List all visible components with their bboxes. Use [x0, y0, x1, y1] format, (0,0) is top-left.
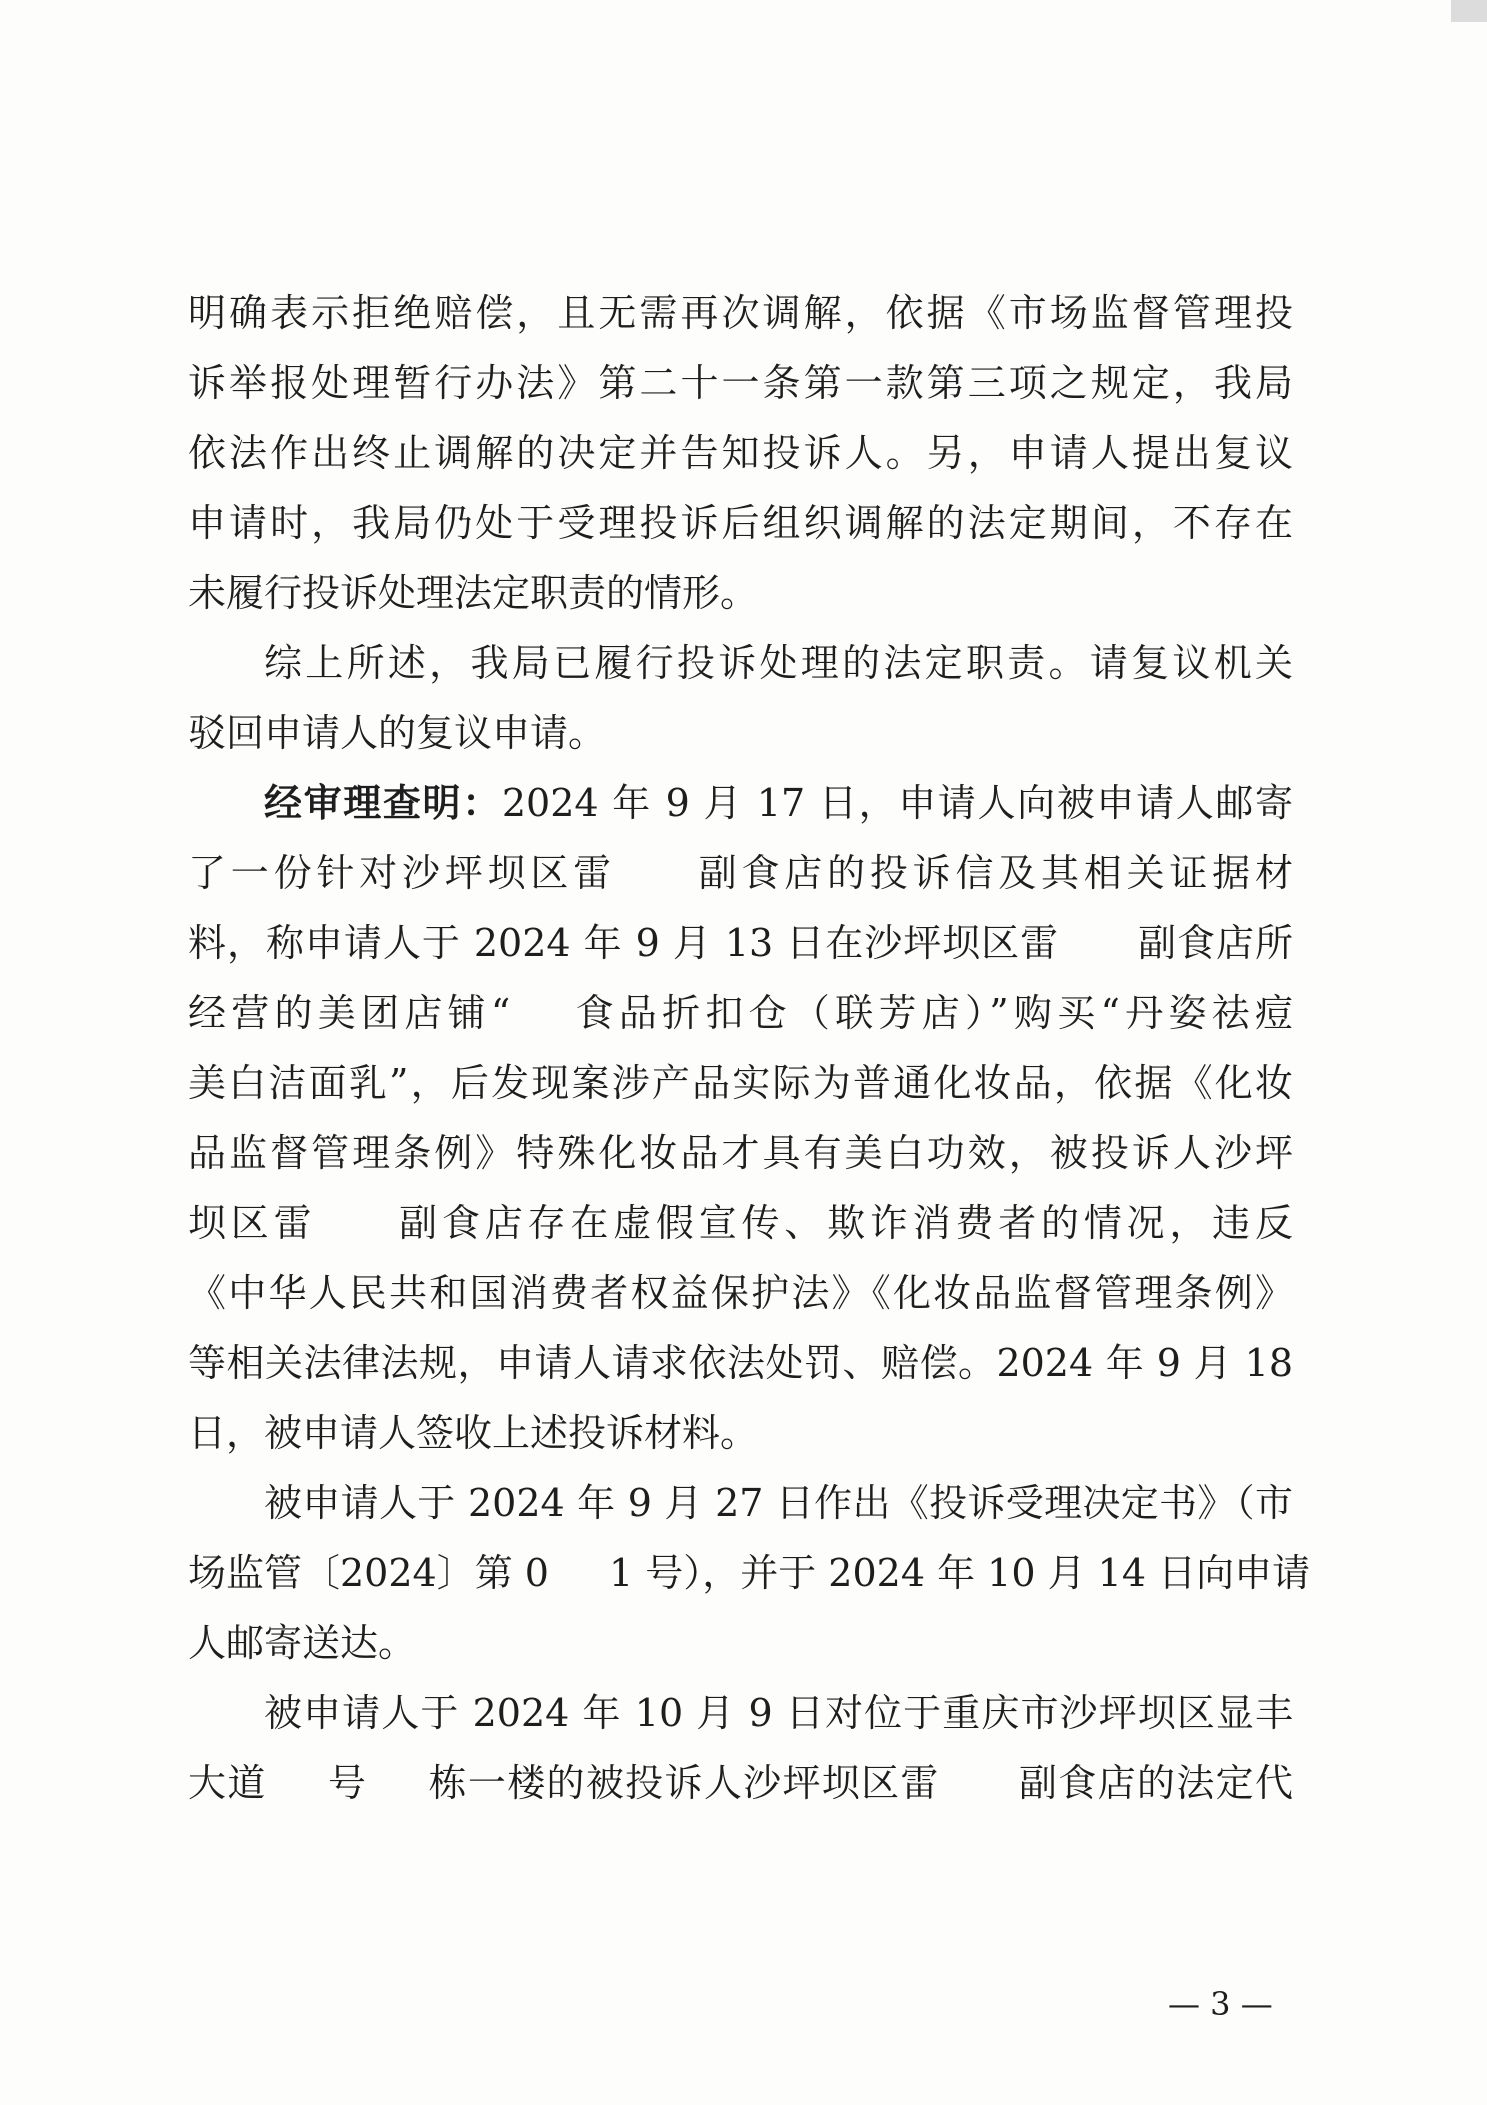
text-line: 日，被申请人签收上述投诉材料。 [188, 1411, 759, 1455]
document-body [188, 278, 1311, 1818]
text-segment: 副食店所 [1137, 921, 1293, 965]
text-segment: 副食店存在虚假宣传、欺诈消费者的情况，违反 [394, 1201, 1293, 1245]
text-line: 品监督管理条例》特殊化妆品才具有美白功效，被投诉人沙坪 [188, 1131, 1293, 1175]
text-segment: 食品折扣仓（联芳店）”购买“丹姿祛痘 [570, 991, 1293, 1035]
text-line [188, 978, 1293, 1048]
text-segment: 料，称申请人于 2024 年 9 月 13 日在沙坪坝区雷 [188, 921, 1060, 965]
text-line: 未履行投诉处理法定职责的情形。 [188, 571, 759, 615]
text-segment: 1 号），并于 2024 年 10 月 14 日向申请 [608, 1551, 1311, 1595]
text-segment: 经营的美团店铺“ [188, 991, 511, 1035]
redacted-name [940, 1795, 1018, 1796]
text-line: 美白洁面乳”，后发现案涉产品实际为普通化妆品，依据《化妆 [188, 1061, 1293, 1105]
text-line: 被申请人于 2024 年 10 月 9 日对位于重庆市沙坪坝区显丰 [264, 1691, 1293, 1735]
text-line: 人邮寄送达。 [188, 1621, 417, 1665]
text-line: 等相关法律法规，申请人请求依法处罚、赔偿。2024 年 9 月 18 [188, 1341, 1293, 1385]
redacted-name [1059, 955, 1137, 956]
text-line [188, 1538, 1311, 1608]
text-line [188, 908, 1293, 978]
findings-heading: 经审理查明： [264, 781, 502, 825]
text-line [188, 1748, 1293, 1818]
text-segment: 2024 年 9 月 17 日，申请人向被申请人邮寄 [501, 781, 1293, 825]
text-segment: 号 [326, 1761, 368, 1805]
text-segment: 场监管〔2024〕第 0 [188, 1551, 549, 1595]
text-segment: 副食店的法定代 [1017, 1761, 1293, 1805]
text-segment: 副食店的投诉信及其相关证据材 [693, 851, 1293, 895]
text-line [188, 838, 1293, 908]
redacted-name [510, 1025, 570, 1026]
text-line [188, 768, 1293, 838]
text-line: 明确表示拒绝赔偿，且无需再次调解，依据《市场监督管理投 [188, 291, 1293, 335]
redacted-name [316, 1235, 394, 1236]
text-segment: 了一份针对沙坪坝区雷 [188, 851, 616, 895]
text-line: 被申请人于 2024 年 9 月 27 日作出《投诉受理决定书》（市 [264, 1481, 1293, 1525]
text-segment: 坝区雷 [188, 1201, 317, 1245]
text-line: 申请时，我局仍处于受理投诉后组织调解的法定期间，不存在 [188, 501, 1293, 545]
redacted-number [367, 1795, 427, 1796]
text-segment: 栋一楼的被投诉人沙坪坝区雷 [427, 1761, 940, 1805]
text-line: 《中华人民共和国消费者权益保护法》《化妆品监督管理条例》 [188, 1271, 1293, 1315]
page-number: — 3 — [1168, 1985, 1273, 2023]
redacted-name [616, 885, 694, 886]
scan-edge-mark [1451, 0, 1487, 22]
text-line: 依法作出终止调解的决定并告知投诉人。另，申请人提出复议 [188, 431, 1293, 475]
redacted-number [267, 1795, 327, 1796]
text-line: 诉举报处理暂行办法》第二十一条第一款第三项之规定，我局 [188, 361, 1293, 405]
redacted-number [549, 1585, 609, 1586]
text-segment: 大道 [188, 1761, 267, 1805]
text-line: 驳回申请人的复议申请。 [188, 711, 607, 755]
text-line: 综上所述，我局已履行投诉处理的法定职责。请复议机关 [264, 641, 1293, 685]
text-line [188, 1188, 1293, 1258]
